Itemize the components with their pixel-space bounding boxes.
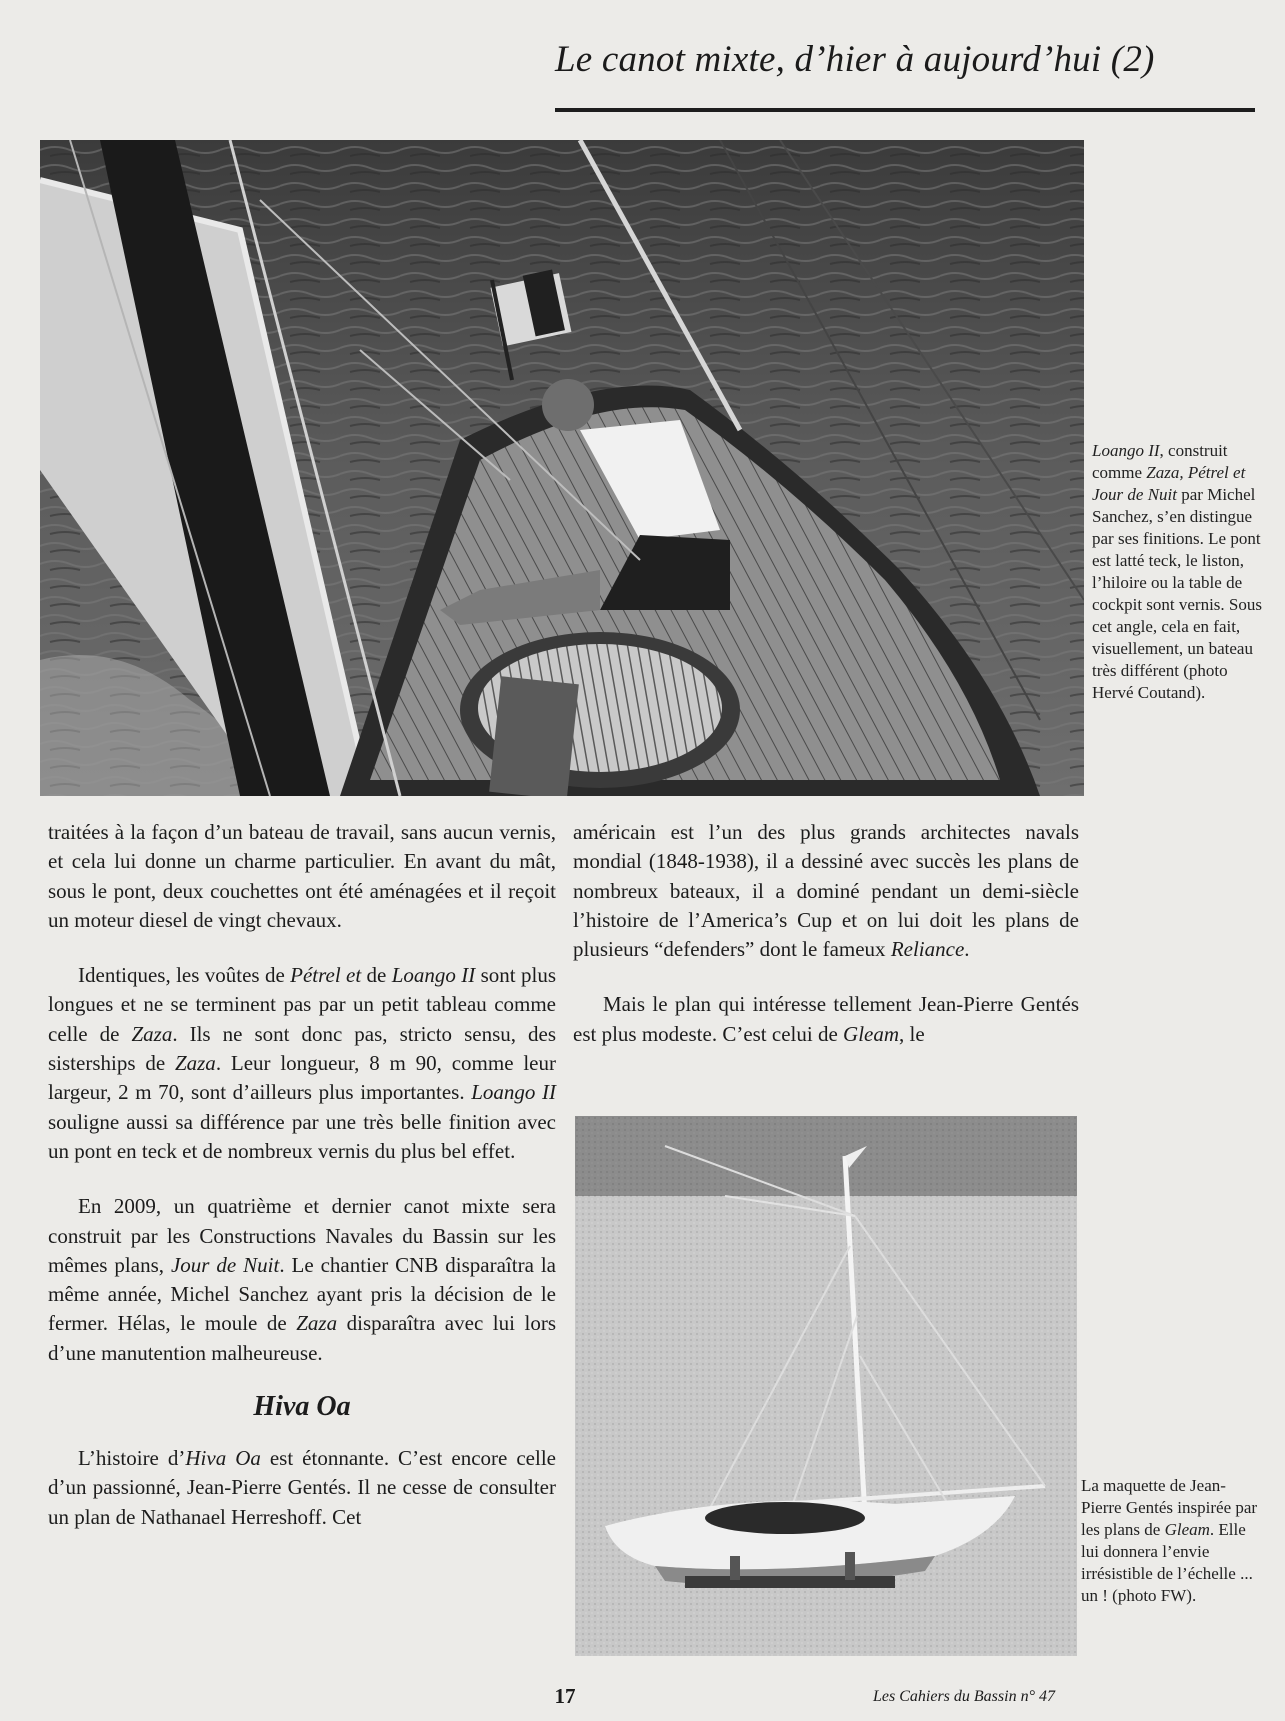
- model-boat-photo-image: [575, 1116, 1077, 1656]
- page-number: 17: [554, 1684, 576, 1708]
- top-photo-caption: Loango II, construit comme Zaza, Pétrel et Jour de Nuit par Michel Sanchez, s’en distingue par ses finitions. Le pont est latté teck, le liston, l’hiloire ou la table de cockpit sont vernis. Sous cet angle, cela en fait, visuellement, un bateau très différent (photo Hervé Coutand).: [1092, 441, 1262, 702]
- sailboat-photo: [40, 140, 1084, 796]
- caption-boat-name: Gleam: [1164, 1520, 1210, 1539]
- paragraph: traitées à la façon d’un bateau de travail, sans aucun vernis, et cela lui donne un charme particulier. En avant du mât, sous le pont, deux couchettes ont été aménagées et il reçoit un moteur diesel de vingt chevaux.: [48, 820, 556, 932]
- paragraph: L’histoire d’Hiva Oa est étonnante. C’est encore celle d’un passionné, Jean-Pierre Gentés. Il ne cesse de consulter un plan de Nathanael Herreshoff. Cet: [48, 1446, 556, 1529]
- right-text-column: [573, 818, 1079, 1049]
- paragraph: américain est l’un des plus grands architectes navals mondial (1848-1938), il a dessiné avec succès les plans de nombreux bateaux, il a dominé pendant un demi-siècle l’histoire de l’America’s Cup et on lui doit les plans de plusieurs “defenders” dont le fameux Reliance.: [573, 820, 1079, 962]
- section-heading: Hiva Oa: [253, 1391, 351, 1423]
- caption-boat-name: Loango II: [1092, 441, 1160, 460]
- left-text-column: [48, 818, 556, 1532]
- paragraph: Identiques, les voûtes de Pétrel et de Loango II sont plus longues et ne se terminent pas par un petit tableau comme celle de Zaza. Ils ne sont donc pas, stricto sensu, des sisterships de Zaza. Leur longueur, 8 m 90, comme leur largeur, 2 m 70, sont d’ailleurs plus importantes. Loango II souligne aussi sa différence par une très belle finition avec un pont en teck et de nombreux vernis du plus bel effet.: [48, 963, 556, 1163]
- model-boat-photo: [575, 1116, 1077, 1656]
- running-head-title: Le canot mixte, d’hier à aujourd’hui (2): [555, 39, 1155, 80]
- paragraph: En 2009, un quatrième et dernier canot mixte sera construit par les Constructions Navales du Bassin sur les mêmes plans, Jour de Nuit. Le chantier CNB disparaîtra la même année, Michel Sanchez ayant pris la décision de le fermer. Hélas, le moule de Zaza disparaîtra avec lui lors d’une manutention malheureuse.: [48, 1194, 557, 1365]
- journal-name: Les Cahiers du Bassin n° 47: [873, 1688, 1055, 1705]
- sailboat-photo-image: [40, 140, 1084, 796]
- header-rule: [555, 108, 1255, 112]
- model-photo-caption: La maquette de Jean-Pierre Gentés inspirée par les plans de Gleam. Elle lui donnera l’envie irrésistible de l’échelle ... un ! (photo FW).: [1081, 1476, 1258, 1605]
- paragraph: Mais le plan qui intéresse tellement Jean-Pierre Gentés est plus modeste. C’est celui de Gleam, le: [573, 992, 1079, 1046]
